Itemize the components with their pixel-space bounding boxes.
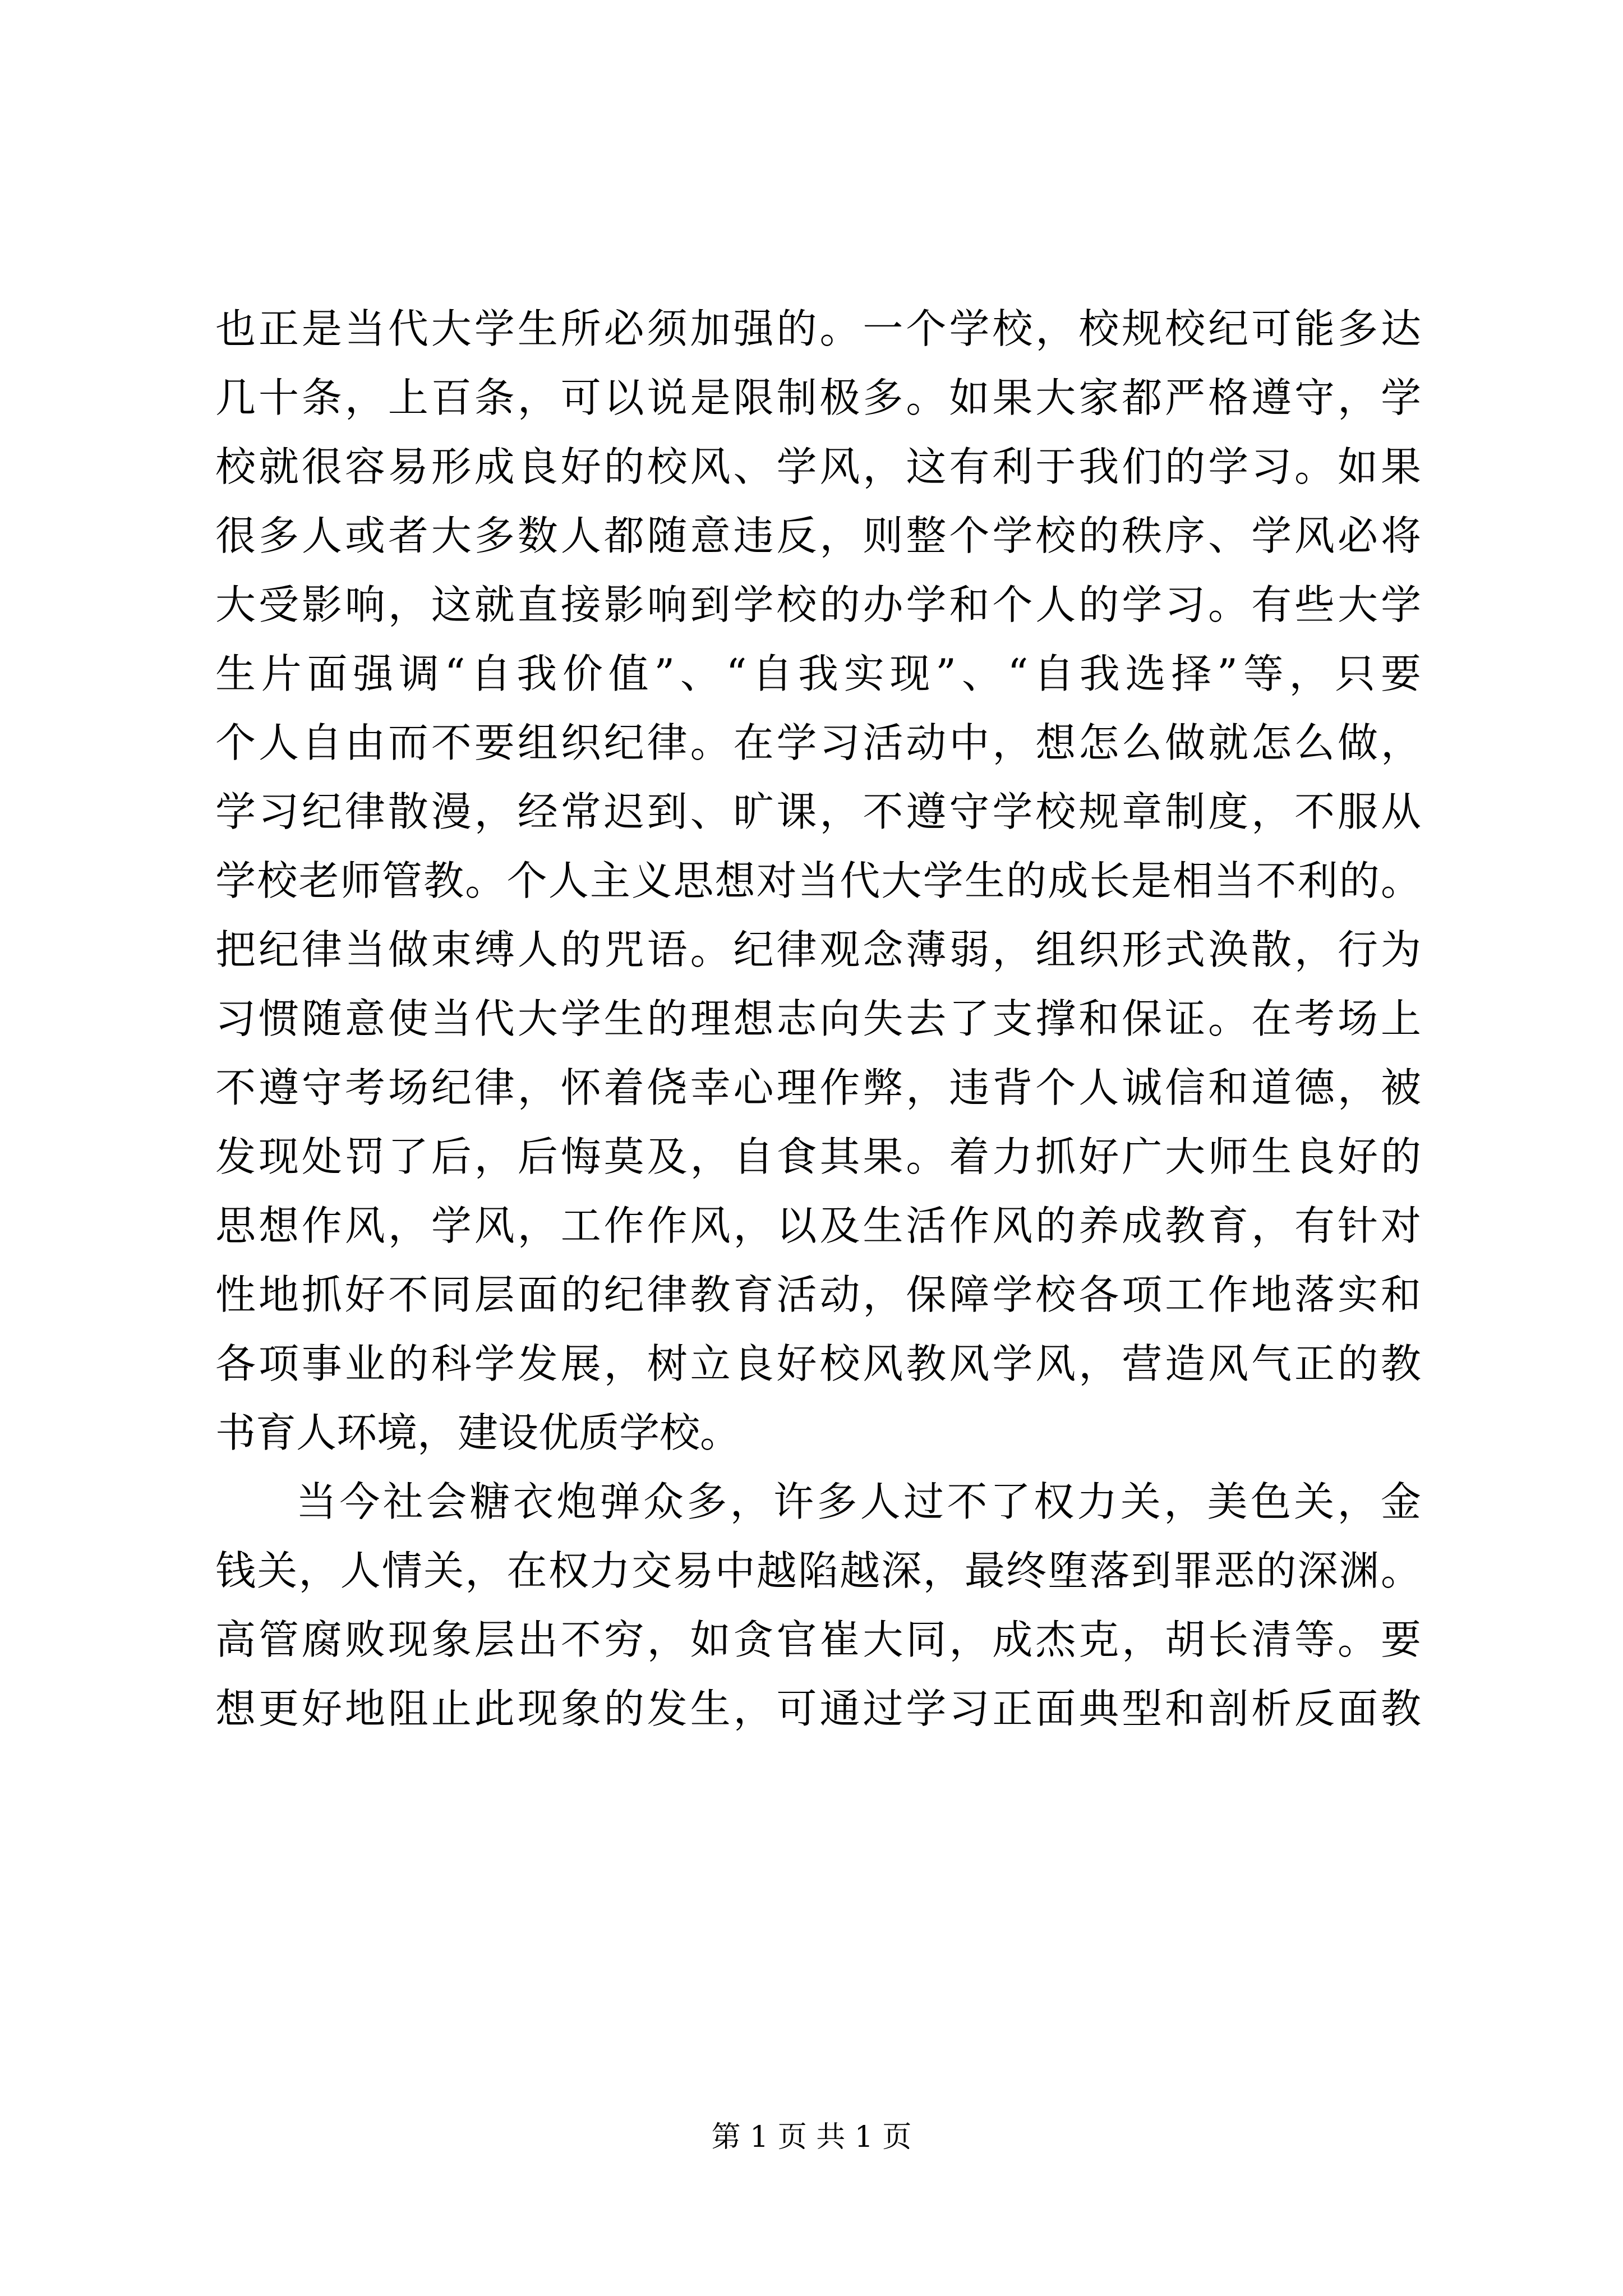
page-number-footer: 第 1 页 共 1 页: [711, 2120, 912, 2154]
text-line: 个人自由而不要组织纪律。在学习活动中，想怎么做就怎么做，: [215, 719, 1421, 766]
text-line: 各项事业的科学发展，树立良好校风教风学风，营造风气正的教: [215, 1340, 1421, 1387]
body-text: [215, 295, 1421, 1743]
paragraph-2: [215, 1467, 1421, 1743]
text-line: 大受影响，这就直接影响到学校的办学和个人的学习。有些大学: [215, 581, 1421, 628]
text-line: 书育人环境，建设优质学校。: [215, 1409, 741, 1456]
text-line: 想更好地阻止此现象的发生，可通过学习正面典型和剖析反面教: [215, 1685, 1421, 1732]
text-line: 校就很容易形成良好的校风、学风，这有利于我们的学习。如果: [215, 443, 1421, 490]
paragraph-1: [215, 295, 1421, 1467]
text-line: 很多人或者大多数人都随意违反，则整个学校的秩序、学风必将: [215, 512, 1421, 559]
text-line: 当今社会糖衣炮弹众多，许多人过不了权力关，美色关，金: [296, 1478, 1421, 1525]
text-line: 思想作风，学风，工作作风，以及生活作风的养成教育，有针对: [215, 1202, 1421, 1249]
text-line: 学校老师管教。个人主义思想对当代大学生的成长是相当不利的。: [215, 857, 1421, 904]
text-line: 也正是当代大学生所必须加强的。一个学校，校规校纪可能多达: [215, 305, 1421, 352]
text-line: 生片面强调“自我价值”、“自我实现”、“自我选择”等，只要: [215, 650, 1421, 697]
text-line: 把纪律当做束缚人的咒语。纪律观念薄弱，组织形式涣散，行为: [215, 926, 1421, 973]
text-line: 发现处罚了后，后悔莫及，自食其果。着力抓好广大师生良好的: [215, 1133, 1421, 1180]
text-line: 性地抓好不同层面的纪律教育活动，保障学校各项工作地落实和: [215, 1271, 1421, 1318]
text-line: 习惯随意使当代大学生的理想志向失去了支撑和保证。在考场上: [215, 995, 1421, 1042]
text-line: 学习纪律散漫，经常迟到、旷课，不遵守学校规章制度，不服从: [215, 788, 1421, 835]
text-line: 不遵守考场纪律，怀着侥幸心理作弊，违背个人诚信和道德，被: [215, 1064, 1421, 1111]
text-line: 钱关，人情关，在权力交易中越陷越深，最终堕落到罪恶的深渊。: [215, 1547, 1421, 1594]
text-line: 几十条，上百条，可以说是限制极多。如果大家都严格遵守，学: [215, 374, 1421, 421]
text-line: 高管腐败现象层出不穷，如贪官崔大同，成杰克，胡长清等。要: [215, 1616, 1421, 1663]
